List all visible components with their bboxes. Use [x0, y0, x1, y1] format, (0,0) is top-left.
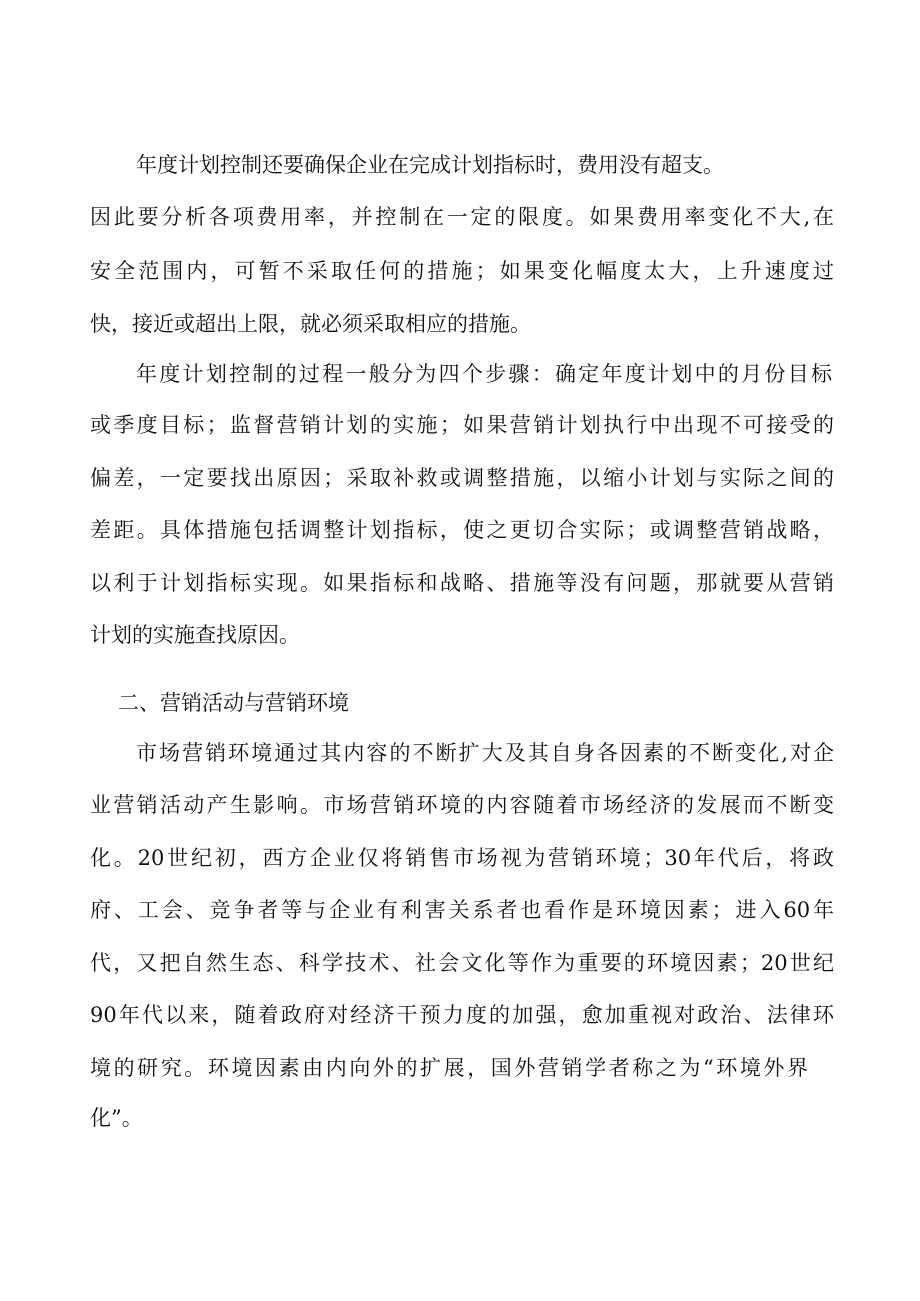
text-line: 差距。具体措施包括调整计划指标，使之更切合实际；或调整营销战略，: [90, 518, 834, 542]
text-line: 偏差，一定要找出原因；采取补救或调整措施，以缩小计划与实际之间的: [90, 466, 834, 490]
text-line: 化”。: [90, 1106, 143, 1130]
text-line: 或季度目标；监督营销计划的实施；如果营销计划执行中出现不可接受的: [90, 413, 834, 437]
text-line: 府、工会、竞争者等与企业有利害关系者也看作是环境因素；进入60年: [90, 898, 834, 922]
text-line: 境的研究。环境因素由内向外的扩展，国外营销学者称之为“环境外界: [90, 1056, 808, 1080]
text-line: 因此要分析各项费用率，并控制在一定的限度。如果费用率变化不大,在: [90, 205, 834, 229]
text-line: 代，又把自然生态、科学技术、社会文化等作为重要的环境因素；20世纪: [90, 951, 834, 975]
text-line: 快，接近或超出上限，就必须采取相应的措施。: [90, 312, 531, 336]
section-heading: 二、营销活动与营销环境: [118, 691, 349, 715]
text-line: 计划的实施查找原因。: [90, 623, 300, 647]
text-line: 业营销活动产生影响。市场营销环境的内容随着市场经济的发展而不断变: [90, 793, 834, 817]
text-line: 年度计划控制的过程一般分为四个步骤：确定年度计划中的月份目标: [136, 362, 832, 386]
text-line: 90年代以来，随着政府对经济干预力度的加强，愈加重视对政治、法律环: [90, 1003, 834, 1027]
text-line: 以利于计划指标实现。如果指标和战略、措施等没有问题，那就要从营销: [90, 571, 834, 595]
text-line: 市场营销环境通过其内容的不断扩大及其自身各因素的不断变化,对企: [136, 741, 834, 765]
text-line: 化。20世纪初，西方企业仅将销售市场视为营销环境；30年代后，将政: [90, 846, 834, 870]
text-line: 年度计划控制还要确保企业在完成计划指标时，费用没有超支。: [136, 153, 724, 177]
text-line: 安全范围内，可暂不采取任何的措施；如果变化幅度太大，上升速度过: [90, 259, 834, 283]
